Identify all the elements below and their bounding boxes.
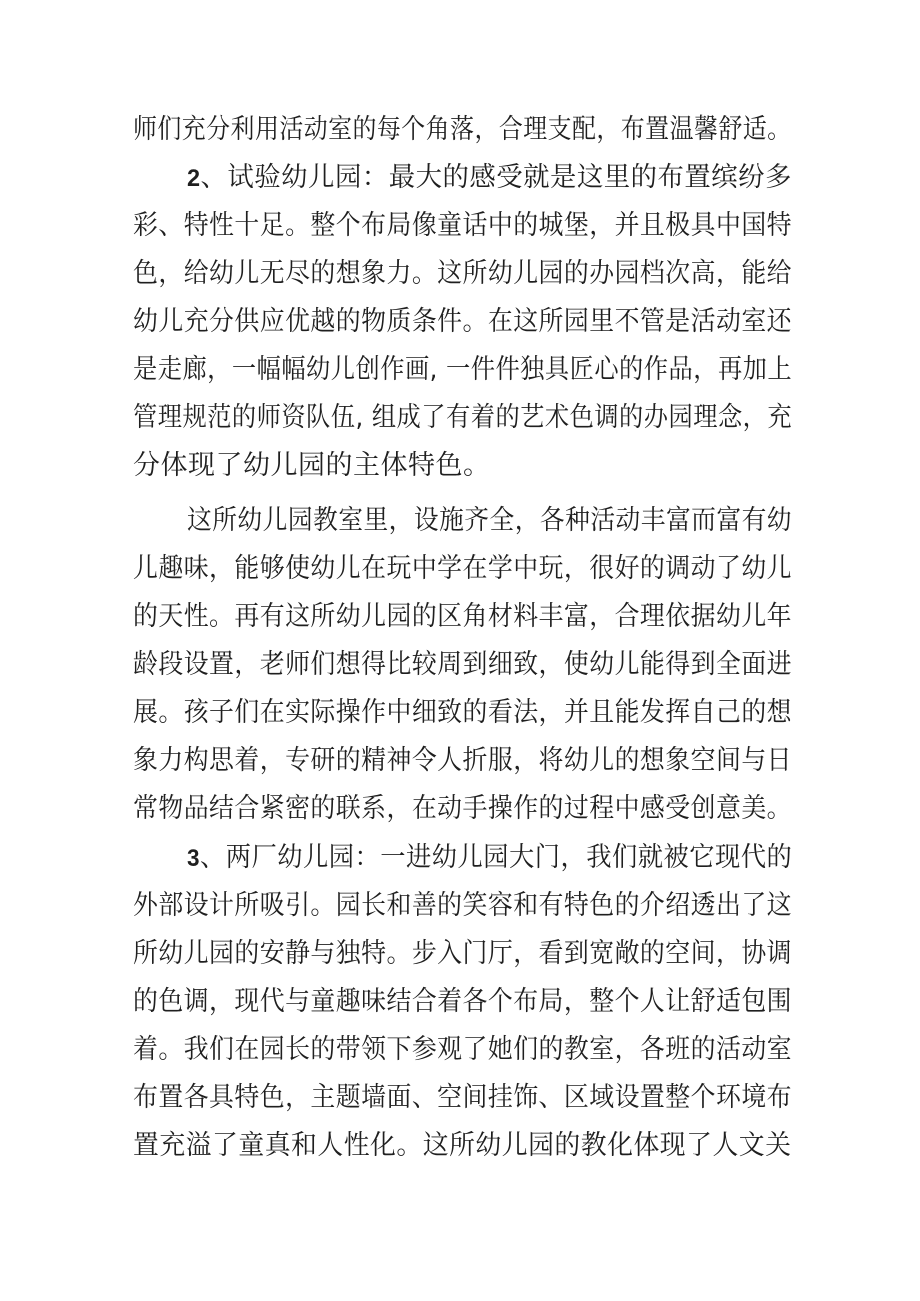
- line-text: 是走廊，一幅幅幼儿创作画, 一件件独具匠心的作品，再加上: [133, 354, 793, 385]
- text-line: [133, 549, 792, 589]
- text-line: [133, 206, 792, 246]
- text-line: [133, 789, 792, 829]
- line-text: 布置各具特色，主题墙面、空间挂饰、区域设置整个环境布: [133, 1082, 793, 1113]
- text-line: [133, 982, 792, 1022]
- text-line: [133, 934, 792, 974]
- text-line: [133, 741, 792, 781]
- text-line: [133, 110, 792, 150]
- line-text: 的色调，现代与童趣味结合着各个布局，整个人让舒适包围: [133, 986, 793, 1017]
- text-line: [133, 886, 792, 926]
- line-text: 外部设计所吸引。园长和善的笑容和有特色的介绍透出了这: [133, 890, 793, 921]
- text-line: [133, 693, 792, 733]
- text-line: [133, 302, 792, 342]
- text-line: [133, 597, 792, 637]
- line-text: 象力构思着，专研的精神令人折服，将幼儿的想象空间与日: [133, 745, 793, 776]
- line-text: 师们充分利用活动室的每个角落，合理支配，布置温馨舒适。: [133, 114, 792, 145]
- text-line: [133, 350, 792, 390]
- text-line: [187, 501, 792, 541]
- line-text: 龄段设置，老师们想得比较周到细致，使幼儿能得到全面进: [133, 649, 793, 680]
- line-text: 置充溢了童真和人性化。这所幼儿园的教化体现了人文关: [133, 1130, 792, 1161]
- line-text: 儿趣味，能够使幼儿在玩中学在学中玩，很好的调动了幼儿: [133, 553, 793, 584]
- line-text: 幼儿充分供应优越的物质条件。在这所园里不管是活动室还: [133, 306, 793, 337]
- line-text: 的天性。再有这所幼儿园的区角材料丰富，合理依据幼儿年: [133, 601, 793, 632]
- line-text: 、试验幼儿园：最大的感受就是这里的布置缤纷多: [200, 162, 792, 193]
- text-line: [187, 158, 792, 198]
- text-line: [133, 1078, 792, 1118]
- text-line: [133, 1030, 792, 1070]
- line-text: 所幼儿园的安静与独特。步入门厅，看到宽敞的空间，协调: [133, 938, 793, 969]
- line-text: 着。我们在园长的带领下参观了她们的教室，各班的活动室: [133, 1034, 793, 1065]
- line-text: 色，给幼儿无尽的想象力。这所幼儿园的办园档次高，能给: [133, 258, 793, 289]
- line-text: 展。孩子们在实际操作中细致的看法，并且能发挥自己的想: [133, 697, 793, 728]
- section-number: 3: [187, 845, 200, 872]
- text-line: [187, 838, 792, 878]
- line-text: 管理规范的师资队伍, 组成了有着的艺术色调的办园理念，充: [133, 402, 793, 433]
- line-text: 分体现了幼儿园的主体特色。: [133, 450, 491, 481]
- text-line: [133, 645, 792, 685]
- text-line: [133, 398, 792, 438]
- line-text: 彩、特性十足。整个布局像童话中的城堡，并且极具中国特: [133, 210, 793, 241]
- section-number: 2: [187, 165, 201, 192]
- line-text: 这所幼儿园教室里，设施齐全，各种活动丰富而富有幼: [187, 505, 793, 536]
- line-text: 常物品结合紧密的联系，在动手操作的过程中感受创意美。: [133, 793, 793, 824]
- line-text: 、两厂幼儿园：一进幼儿园大门，我们就被它现代的: [199, 842, 793, 873]
- text-line: [133, 446, 491, 486]
- text-line: [133, 1126, 791, 1166]
- text-line: [133, 254, 792, 294]
